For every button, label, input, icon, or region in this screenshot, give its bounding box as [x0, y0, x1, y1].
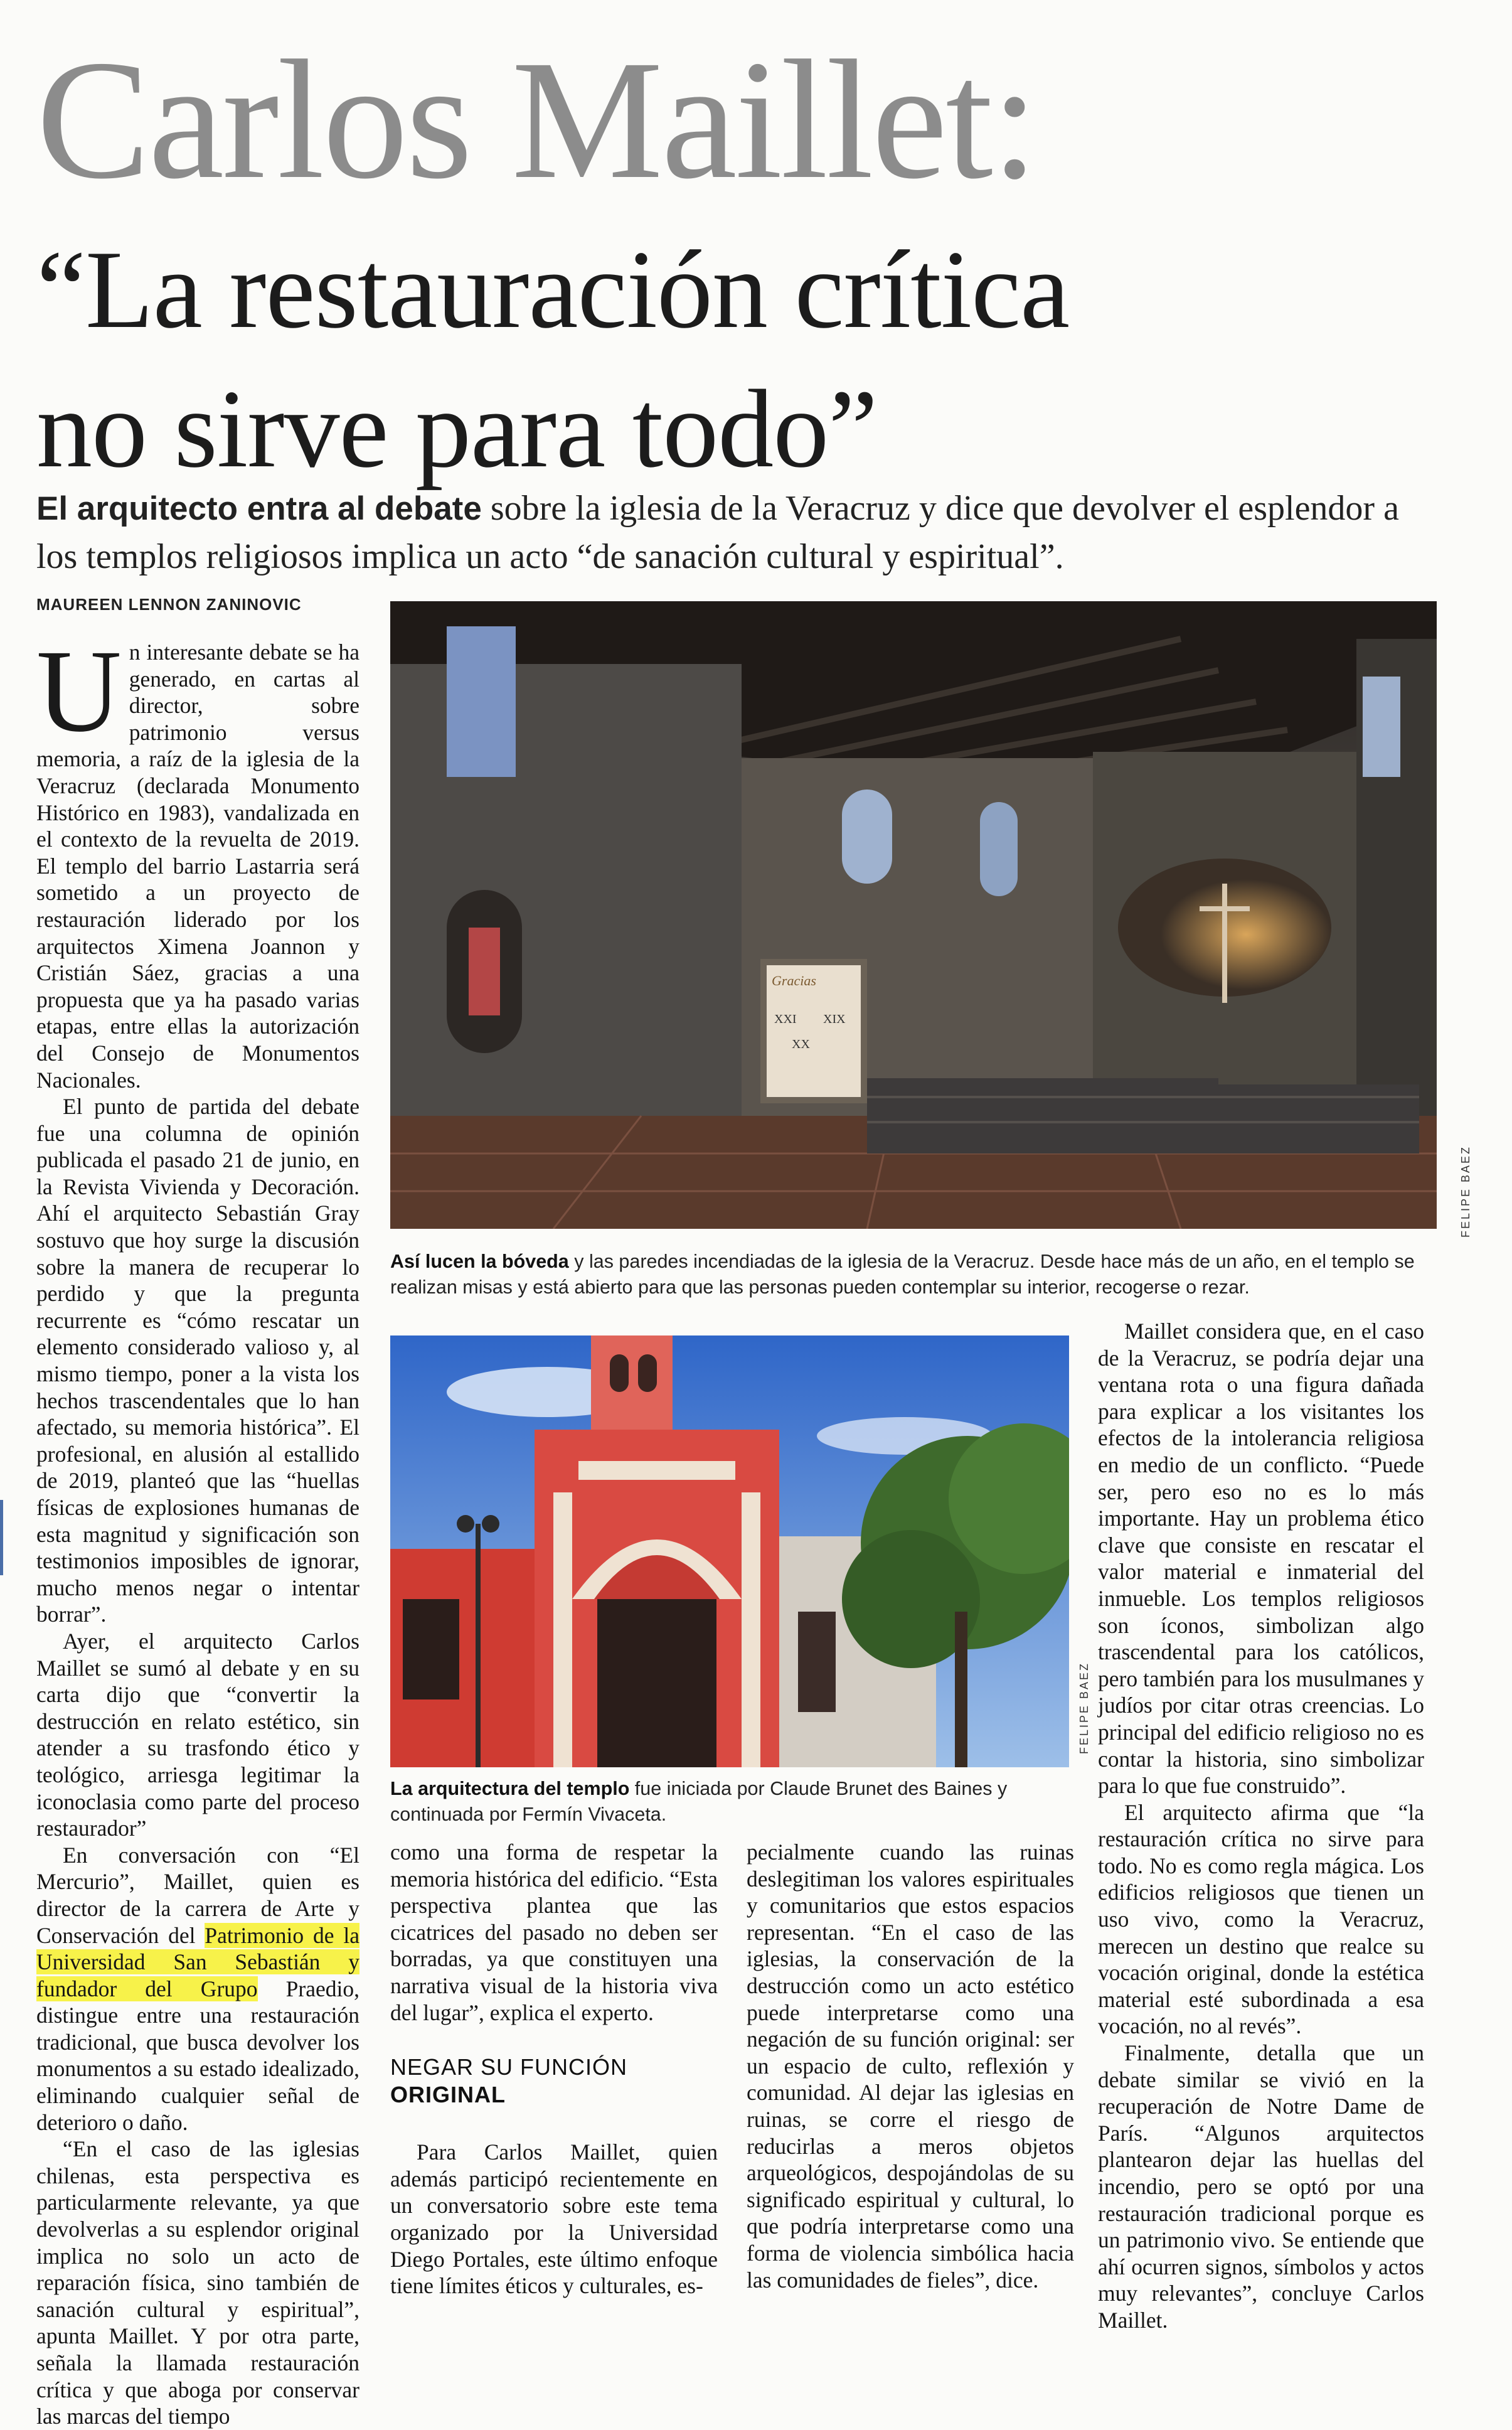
deck — [36, 484, 1417, 581]
kicker-title: Carlos Maillet: — [36, 25, 1037, 214]
deck-bold: El arquitecto entra al debate — [36, 490, 482, 527]
page-edge-marker — [0, 1500, 3, 1575]
photo-church-interior — [390, 601, 1437, 1229]
paragraph: “En el caso de las iglesias chilenas, esta perspectiva es particularmente relevante, ya que devolverlas a su esplendor original implica no solo un acto de reparación física, sino también de sanación cultural y espiritual”, apunta Maillet. Y por otra parte, señala la llamada restauración crítica y que aboga por conservar las marcas del tiempo — [36, 2136, 359, 2429]
headline-line-2: no sirve para todo” — [36, 367, 878, 491]
exhibit-panel-title: Gracias — [772, 973, 816, 988]
paragraph: Ayer, el arquitecto Carlos Maillet se sumó al debate y en su carta dijo que “convertir la destrucción en relato estético, sin atender a su trasfondo ético y teológico, arriesga legitimar la iconoclasia como parte del proceso restaurador” — [36, 1628, 359, 1841]
paragraph-text: Praedio, distingue entre una restauración tradicional, que busca devolver los monumentos a su estado idealizado, eliminando cualquier señal de deterioro o daño. — [36, 1976, 359, 2135]
byline: MAUREEN LENNON ZANINOVIC — [36, 595, 302, 614]
column-4 — [1098, 1318, 1424, 2334]
paragraph: n interesante debate se ha generado, en cartas al director, sobre patrimonio versus memoria, a raíz de la iglesia de la Veracruz (declarada Monumento Histórico en 1983), vandalizada en el contexto de la revuelta de 2019. El templo del barrio Lastarria será sometido a un proyecto de restauración liderado por los arquitectos Ximena Joannon y Cristián Sáez, gracias a una propuesta que ya ha pasado varias etapas, entre ellas la autorización del Consejo de Monumentos Nacionales. — [36, 640, 359, 1093]
paragraph — [36, 1842, 359, 2136]
subhead-line-1: NEGAR SU FUNCIÓN — [390, 2054, 628, 2080]
statue-figure — [469, 928, 500, 1015]
caption-text: y las paredes incendiadas de la iglesia de la Veracruz. Desde hace más de un año, en el templo se realizan misas y está abierto para que las personas pueden contemplar su interior, recogerse o rezar. — [390, 1251, 1415, 1298]
church-facade-illustration — [390, 1335, 1069, 1767]
paragraph: Maillet considera que, en el caso de la Veracruz, se podría dejar una ventana rota o una figura dañada para explicar a los visitantes los efectos de la intolerancia religiosa en medio de un conflicto. “Puede ser, pero eso no es lo más importante. Hay un problema ético clave que consiste en rescatar el valor material e inmaterial del inmueble. Los templos religiosos son íconos, simbolizan algo trascendental para los católicos, pero también para los musulmanes y judíos por citar otras creencias. Lo principal del edificio religioso no es contar la historia, sino simbolizar para lo que fue construido”. — [1098, 1319, 1424, 1799]
exhibit-panel-numeral: XIX — [823, 1012, 846, 1026]
photo-credit: FELIPE BAEZ — [1078, 1661, 1090, 1754]
exhibit-panel-numeral: XX — [792, 1037, 810, 1051]
paragraph: pecialmente cuando las ruinas deslegitiman los valores espirituales y comunitarios que estos espacios representan. “En el caso de las iglesias, la conservación de la destrucción como un acto estético puede interpretarse como una negación de su función original: ser un espacio de culto, reflexión y comunidad. Al dejar las iglesias en ruinas, se corre el riesgo de reducirlas a meros objetos arqueológicos, despojándolas de su significado espiritual y cultural, lo que podría interpretarse como una forma de violencia simbólica hacia las comunidades de fieles”, dice. — [747, 1839, 1074, 2293]
photo-caption-1 — [390, 1249, 1437, 1300]
photo-church-facade — [390, 1335, 1069, 1767]
photo-caption-2 — [390, 1776, 1074, 1828]
column-2 — [390, 1839, 718, 2299]
paragraph: Para Carlos Maillet, quien además participó recientemente en un conversatorio sobre este tema organizado por la Universidad Diego Portales, este último enfoque tiene límites éticos y culturales, es- — [390, 2139, 718, 2299]
paragraph: como una forma de respetar la memoria histórica del edificio. “Esta perspectiva plantea que las cicatrices del pasado no deben ser borradas, ya que constituyen una narrativa visual de la historia viva del lugar”, explica el experto. — [390, 1839, 718, 2025]
column-1 — [36, 625, 359, 2430]
headline — [36, 220, 1069, 498]
caption-bold: Así lucen la bóveda — [390, 1251, 569, 1272]
headline-line-1: “La restauración crítica — [36, 227, 1070, 351]
photo-credit: FELIPE BAEZ — [1459, 1145, 1472, 1238]
highlighted-text: Patrimonio de la Universidad San Sebastián y fundador del Grupo — [36, 1922, 359, 2001]
paragraph: Finalmente, detalla que un debate similar se vivió en la recuperación de Notre Dame de París. “Algunos arquitectos plantearon dejar las huellas del incendio, pero se optó por una restauración tradicional porque es un patrimonio vivo. Se entiende que ahí ocurren signos, símbolos y actos muy relevantes”, concluye Carlos Maillet. — [1098, 2040, 1424, 2333]
exhibit-panel-numeral: XXI — [774, 1012, 797, 1026]
paragraph: El arquitecto afirma que “la restauración crítica no sirve para todo. No es como regla mágica. Los edificios religiosos que tienen un uso vivo, como la Veracruz, merecen un destino que realce su vocación original, donde la estética material esté subordinada a esa vocación, no al revés”. — [1098, 1799, 1424, 2039]
deck-text: sobre la iglesia de la Veracruz y dice que devolver el esplendor a los templos religiosos implica un acto “de sanación cultural y espiritual”. — [36, 489, 1399, 576]
paragraph-text: En conversación con “El Mercurio”, Maillet, quien es director de la carrera de Arte y Conservación del — [36, 1842, 359, 1948]
caption-bold: La arquitectura del templo — [390, 1778, 630, 1799]
church-interior-illustration — [390, 601, 1437, 1229]
column-3 — [747, 1839, 1074, 2293]
caption-text: fue iniciada por Claude Brunet des Baines y continuada por Fermín Vivaceta. — [390, 1778, 1008, 1825]
paragraph: El punto de partida del debate fue una columna de opinión publicada el pasado 21 de junio, en la Revista Vivienda y Decoración. Ahí el arquitecto Sebastián Gray sostuvo que hoy surge la discusión sobre la manera de recuperar lo perdido y que la pregunta recurrente es “cómo rescatar un elemento considerado valioso y, al mismo tiempo, poner a la vista los hechos trascendentales que lo han afectado, su memoria histórica”. El profesional, en alusión al estallido de 2019, planteó que las “huellas físicas de explosiones humanas de esta magnitud y significación son testimonios imposibles de ignorar, mucho menos negar o intentar borrar”. — [36, 1094, 359, 1627]
subhead-line-2: ORIGINAL — [390, 2082, 506, 2108]
section-subhead — [390, 2053, 718, 2109]
dropcap: U — [36, 625, 122, 756]
